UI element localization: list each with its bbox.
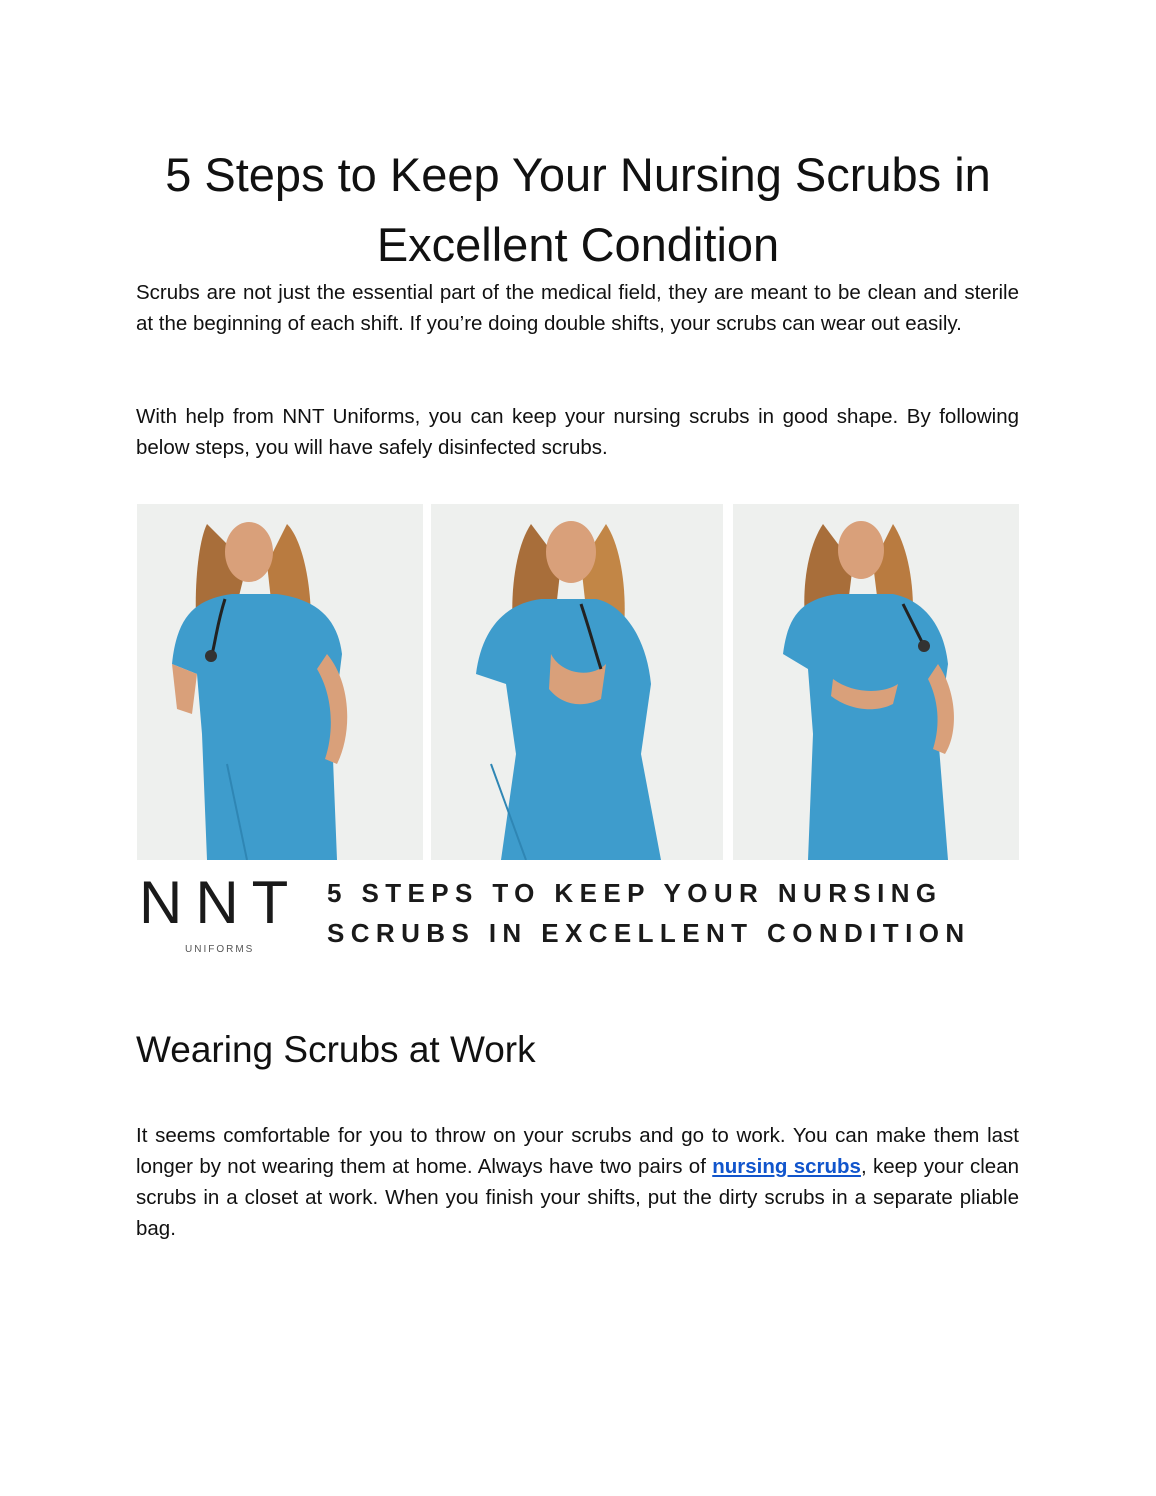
- intro-paragraph-2: With help from NNT Uniforms, you can keep your nursing scrubs in good shape. By following below steps, you will have safely disinfected scrubs.: [136, 405, 1019, 459]
- document-title: 5 Steps to Keep Your Nursing Scrubs in Excellent Condition: [165, 148, 991, 271]
- nurse-photo-1: [137, 504, 423, 860]
- banner-image: [137, 504, 1019, 964]
- section-heading: Wearing Scrubs at Work: [136, 1029, 536, 1070]
- banner-headline-line-1: 5 STEPS TO KEEP YOUR NURSING: [327, 878, 943, 908]
- section-paragraph-text-after-link: , keep your clean scrubs in a closet at work. When you finish your shifts, put the dirty scrubs in a separate pliable bag.: [136, 1155, 1019, 1240]
- banner-brand-strip: [137, 860, 1019, 964]
- nurse-photo-3: [733, 504, 1019, 860]
- section-paragraph: [136, 1120, 1019, 1244]
- nnt-logo: NNT: [139, 869, 302, 936]
- banner-headline-line-2: SCRUBS IN EXCELLENT CONDITION: [327, 918, 971, 948]
- intro-paragraph-1: Scrubs are not just the essential part of the medical field, they are meant to be clean and sterile at the beginning of each shift. If you’re doing double shifts, your scrubs can wear out easily.: [136, 281, 1019, 335]
- nurse-photo-2: [431, 504, 723, 860]
- nnt-logo-subtitle: UNIFORMS: [185, 944, 255, 955]
- nursing-scrubs-link[interactable]: nursing scrubs: [712, 1155, 861, 1178]
- section-paragraph-text-before-link: It seems comfortable for you to throw on your scrubs and go to work. You can make them last longer by not wearing them at home. Always have two pairs of: [136, 1124, 1019, 1178]
